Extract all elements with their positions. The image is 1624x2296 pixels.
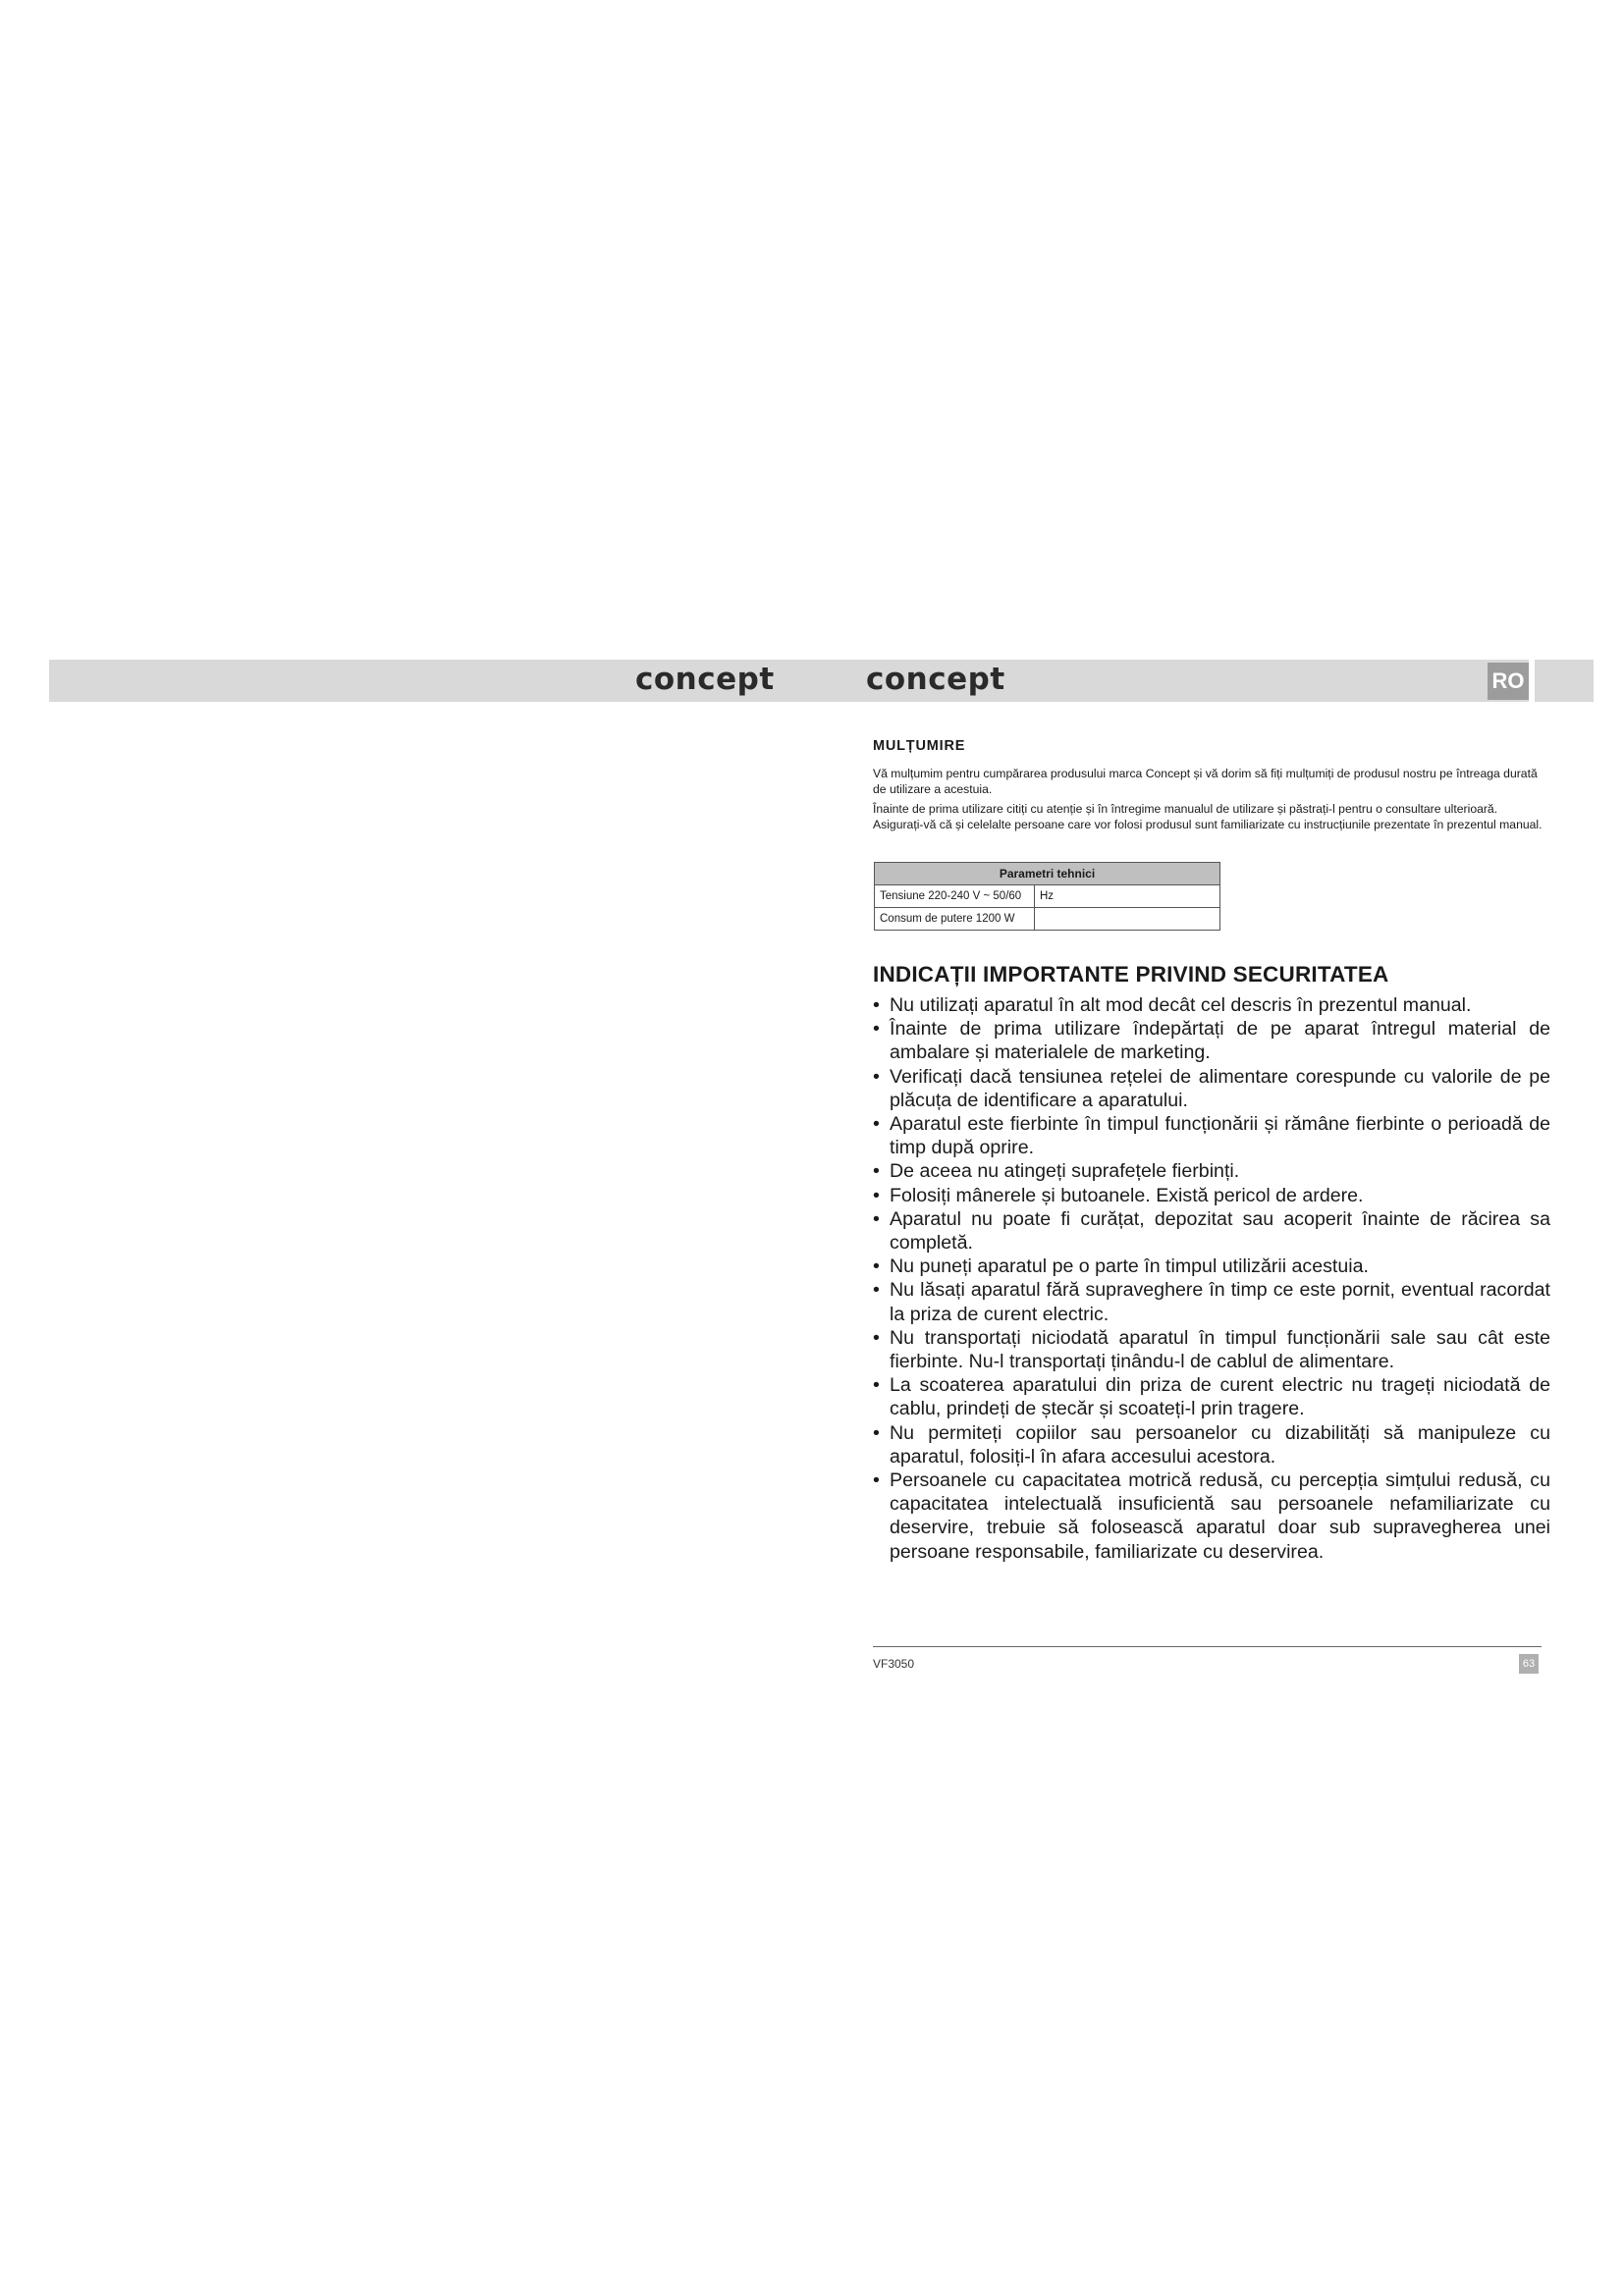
list-item-text: Nu permiteți copiilor sau persoanelor cu dizabilități să manipuleze cu aparatul, folosiți-l în afara accesului acestora.: [890, 1421, 1550, 1468]
list-item-text: Persoanele cu capacitatea motrică redusă, cu percepția simțului redusă, cu capacitatea intelectuală insuficientă sau persoanele nefamiliarizate cu deservire, trebuie să folosească aparatul doar sub supravegherea unei persoane responsabile, familiarizate cu deservirea.: [890, 1469, 1550, 1563]
list-item: [873, 1184, 1550, 1207]
page-content: [873, 738, 1550, 1564]
list-item: [873, 1326, 1550, 1373]
list-item-text: Înainte de prima utilizare îndepărtați de pe aparat întregul material de ambalare și materialele de marketing.: [890, 1018, 1550, 1064]
bullet-icon: •: [873, 1279, 880, 1302]
safety-title: INDICAȚII IMPORTANTE PRIVIND SECURITATEA: [873, 962, 1389, 987]
list-item-text: La scoaterea aparatului din priza de curent electric nu trageți niciodată de cablu, prindeți de ștecăr și scoateți-l prin tragere.: [890, 1374, 1550, 1420]
list-item: [873, 1468, 1550, 1564]
thanks-paragraph: Vă mulțumim pentru cumpărarea produsului marca Concept și vă dorim să fiți mulțumiți de produsul nostru pe întreaga durată de utilizare a acestuia.: [873, 767, 1538, 796]
list-item: [873, 1373, 1550, 1420]
bullet-icon: •: [873, 1018, 880, 1041]
table-row: [875, 885, 1220, 908]
bullet-icon: •: [873, 1255, 880, 1278]
list-item: [873, 1159, 1550, 1183]
list-item-text: Nu utilizați aparatul în alt mod decât cel descris în prezentul manual.: [890, 994, 1472, 1016]
list-item: [873, 1017, 1550, 1064]
list-item: [873, 1278, 1550, 1325]
footer-divider: [873, 1646, 1542, 1647]
list-item-text: Aparatul este fierbinte în timpul funcționării și rămâne fierbinte o perioadă de timp după oprire.: [890, 1113, 1550, 1159]
model-number: VF3050: [873, 1657, 915, 1671]
header-band: [49, 660, 1594, 702]
table-cell: Tensiune 220-240 V ~ 50/60: [875, 885, 1035, 908]
thanks-paragraph: Înainte de prima utilizare citiți cu atenție și în întregime manualul de utilizare și păstrați-l pentru o consultare ulterioară. Asigurați-vă că și celelalte persoane care vor folosi produsul sunt familiarizate cu instrucțiunile prezentate în prezentul manual.: [873, 802, 1543, 831]
list-item-text: Aparatul nu poate fi curățat, depozitat sau acoperit înainte de răcirea sa completă.: [890, 1207, 1550, 1255]
brand-logo-left: concept: [635, 662, 775, 697]
bullet-icon: •: [873, 1374, 880, 1397]
bullet-icon: •: [873, 1421, 880, 1444]
thanks-title: MULȚUMIRE: [873, 738, 966, 754]
list-item: [873, 993, 1550, 1017]
bullet-icon: •: [873, 1469, 880, 1492]
bullet-icon: •: [873, 1207, 880, 1230]
table-cell: Hz: [1035, 885, 1220, 908]
tech-params-table: [874, 862, 1220, 931]
list-item: [873, 1421, 1550, 1468]
tech-table-header: Parametri tehnici: [875, 863, 1220, 885]
bullet-icon: •: [873, 1160, 880, 1183]
list-item-text: Verificați dacă tensiunea rețelei de alimentare corespunde cu valorile de pe plăcuța de identificare a aparatului.: [890, 1065, 1550, 1111]
badge-gap: [1529, 660, 1535, 702]
bullet-icon: •: [873, 994, 880, 1016]
brand-logo-right: concept: [866, 662, 1005, 697]
list-item-text: Nu transportați niciodată aparatul în timpul funcționării sale sau cât este fierbinte. Nu-l transportați ținându-l de cablul de alimentare.: [890, 1326, 1550, 1373]
list-item-text: Nu lăsați aparatul fără supraveghere în timp ce este pornit, eventual racordat la priza de curent electric.: [890, 1279, 1550, 1325]
page-number: 63: [1519, 1654, 1539, 1674]
list-item-text: Nu puneți aparatul pe o parte în timpul utilizării acestuia.: [890, 1255, 1369, 1278]
bullet-icon: •: [873, 1184, 880, 1206]
bullet-icon: •: [873, 1065, 880, 1088]
list-item: [873, 1065, 1550, 1112]
list-item-text: Folosiți mânerele și butoanele. Există pericol de ardere.: [890, 1184, 1364, 1206]
table-row: [875, 908, 1220, 931]
language-badge: RO: [1488, 663, 1529, 700]
list-item: [873, 1207, 1550, 1255]
list-item-text: De aceea nu atingeți suprafețele fierbinți.: [890, 1160, 1240, 1183]
safety-list: [873, 993, 1550, 1564]
list-item: [873, 1255, 1550, 1278]
table-cell: [1035, 908, 1220, 931]
bullet-icon: •: [873, 1326, 880, 1349]
list-item: [873, 1112, 1550, 1159]
bullet-icon: •: [873, 1113, 880, 1136]
table-cell: Consum de putere 1200 W: [875, 908, 1035, 931]
